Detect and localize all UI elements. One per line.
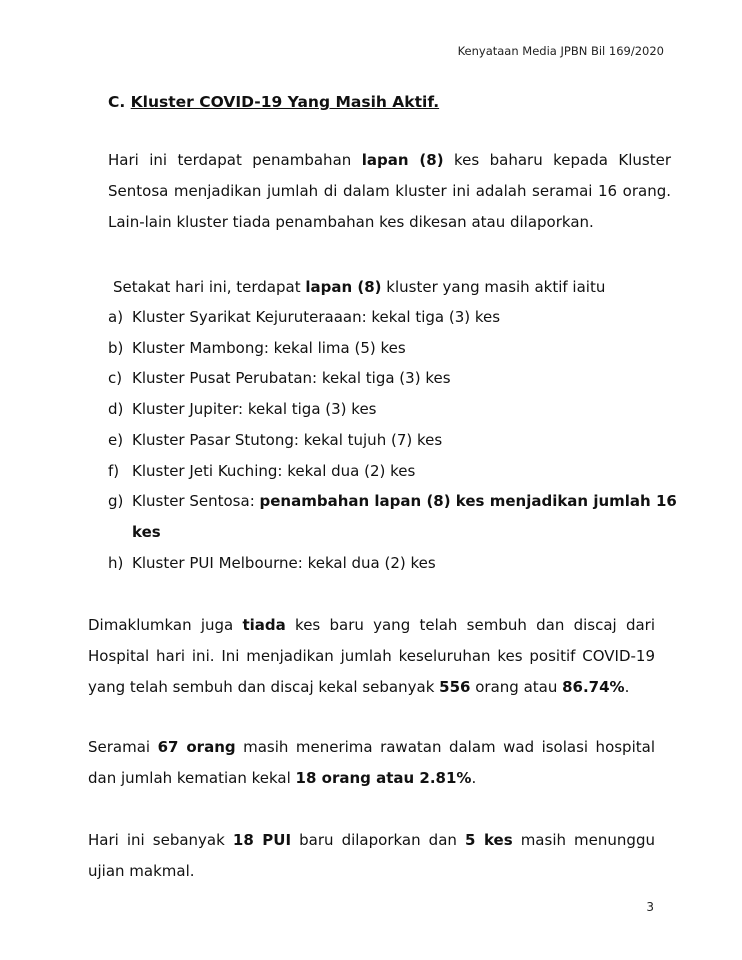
text-run: Dimaklumkan juga bbox=[88, 616, 243, 634]
bold-run: lapan (8) bbox=[305, 278, 382, 296]
list-item-text: Kluster PUI Melbourne: kekal dua (2) kes bbox=[132, 553, 436, 572]
text-run: kluster yang masih aktif iaitu bbox=[381, 278, 606, 296]
cluster-list bbox=[108, 302, 678, 578]
section-heading bbox=[108, 93, 439, 111]
text-run: . bbox=[624, 678, 630, 696]
list-item bbox=[108, 456, 678, 487]
bold-run: lapan (8) bbox=[361, 151, 444, 169]
list-marker: b) bbox=[108, 338, 124, 357]
text-run: kes baru yang telah sembuh dan discaj dari Hospital hari ini. Ini menjadikan jumlah keseluruhan kes positif COVID-19 yang telah sembuh dan discaj kekal sebanyak bbox=[88, 616, 655, 696]
text-run: kes baharu kepada Kluster Sentosa menjadikan jumlah di dalam kluster ini adalah seramai 16 orang. Lain-lain kluster tiada penambahan kes dikesan atau dilaporkan. bbox=[108, 151, 671, 231]
list-item bbox=[108, 333, 678, 364]
bold-run: 556 bbox=[439, 678, 471, 696]
paragraph-treatment-deaths bbox=[88, 732, 655, 794]
text-run: . bbox=[471, 769, 477, 787]
list-item-text: Kluster Jeti Kuching: kekal dua (2) kes bbox=[132, 461, 416, 480]
list-marker: a) bbox=[108, 308, 124, 326]
list-marker: c) bbox=[108, 369, 123, 388]
list-item-text: Kluster Pasar Stutong: kekal tujuh (7) kes bbox=[132, 430, 443, 449]
bold-run: tiada bbox=[242, 616, 286, 634]
text-run: orang atau bbox=[470, 678, 563, 696]
bold-run: 86.74% bbox=[562, 678, 625, 696]
list-item bbox=[108, 548, 678, 579]
list-item bbox=[108, 394, 678, 425]
section-title: Kluster COVID-19 Yang Masih Aktif. bbox=[130, 93, 440, 111]
text-run: masih menerima rawatan dalam wad isolasi hospital dan jumlah kematian kekal bbox=[88, 738, 655, 787]
list-item-text: Kluster Sentosa: bbox=[132, 492, 260, 511]
list-item-text: Kluster Pusat Perubatan: kekal tiga (3) kes bbox=[132, 369, 451, 388]
list-marker: e) bbox=[108, 430, 124, 449]
list-item-bold: penambahan lapan (8) kes menjadikan jumlah 16 kes bbox=[132, 492, 677, 541]
paragraph-new-cases bbox=[108, 145, 671, 238]
document-header: Kenyataan Media JPBN Bil 169/2020 bbox=[457, 44, 664, 58]
list-marker: g) bbox=[108, 492, 124, 511]
text-run: Seramai bbox=[88, 738, 158, 756]
section-letter: C. bbox=[108, 93, 126, 111]
bold-run: 67 orang bbox=[157, 738, 236, 756]
list-item-text: Kluster Mambong: kekal lima (5) kes bbox=[132, 338, 406, 357]
list-item bbox=[108, 363, 678, 394]
text-run: masih menunggu ujian makmal. bbox=[88, 831, 655, 880]
list-marker: h) bbox=[108, 553, 124, 572]
bold-run: 18 orang atau 2.81% bbox=[295, 769, 472, 787]
text-run: baru dilaporkan dan bbox=[291, 831, 465, 849]
paragraph-pui bbox=[88, 825, 655, 887]
text-run: Setakat hari ini, terdapat bbox=[113, 278, 306, 296]
list-marker: d) bbox=[108, 400, 124, 419]
list-item-text: Kluster Jupiter: kekal tiga (3) kes bbox=[132, 400, 377, 419]
list-item bbox=[108, 302, 678, 333]
paragraph-recovered bbox=[88, 610, 655, 703]
bold-run: 5 kes bbox=[464, 831, 513, 849]
list-marker: f) bbox=[108, 461, 120, 480]
page-number: 3 bbox=[646, 900, 654, 914]
text-run: Hari ini terdapat penambahan bbox=[108, 151, 362, 169]
cluster-list-intro bbox=[113, 272, 605, 303]
list-item-text: Kluster Syarikat Kejuruteraaan: kekal tiga (3) kes bbox=[132, 308, 501, 326]
list-item bbox=[108, 486, 678, 547]
list-item bbox=[108, 425, 678, 456]
bold-run: 18 PUI bbox=[232, 831, 292, 849]
text-run: Hari ini sebanyak bbox=[88, 831, 233, 849]
